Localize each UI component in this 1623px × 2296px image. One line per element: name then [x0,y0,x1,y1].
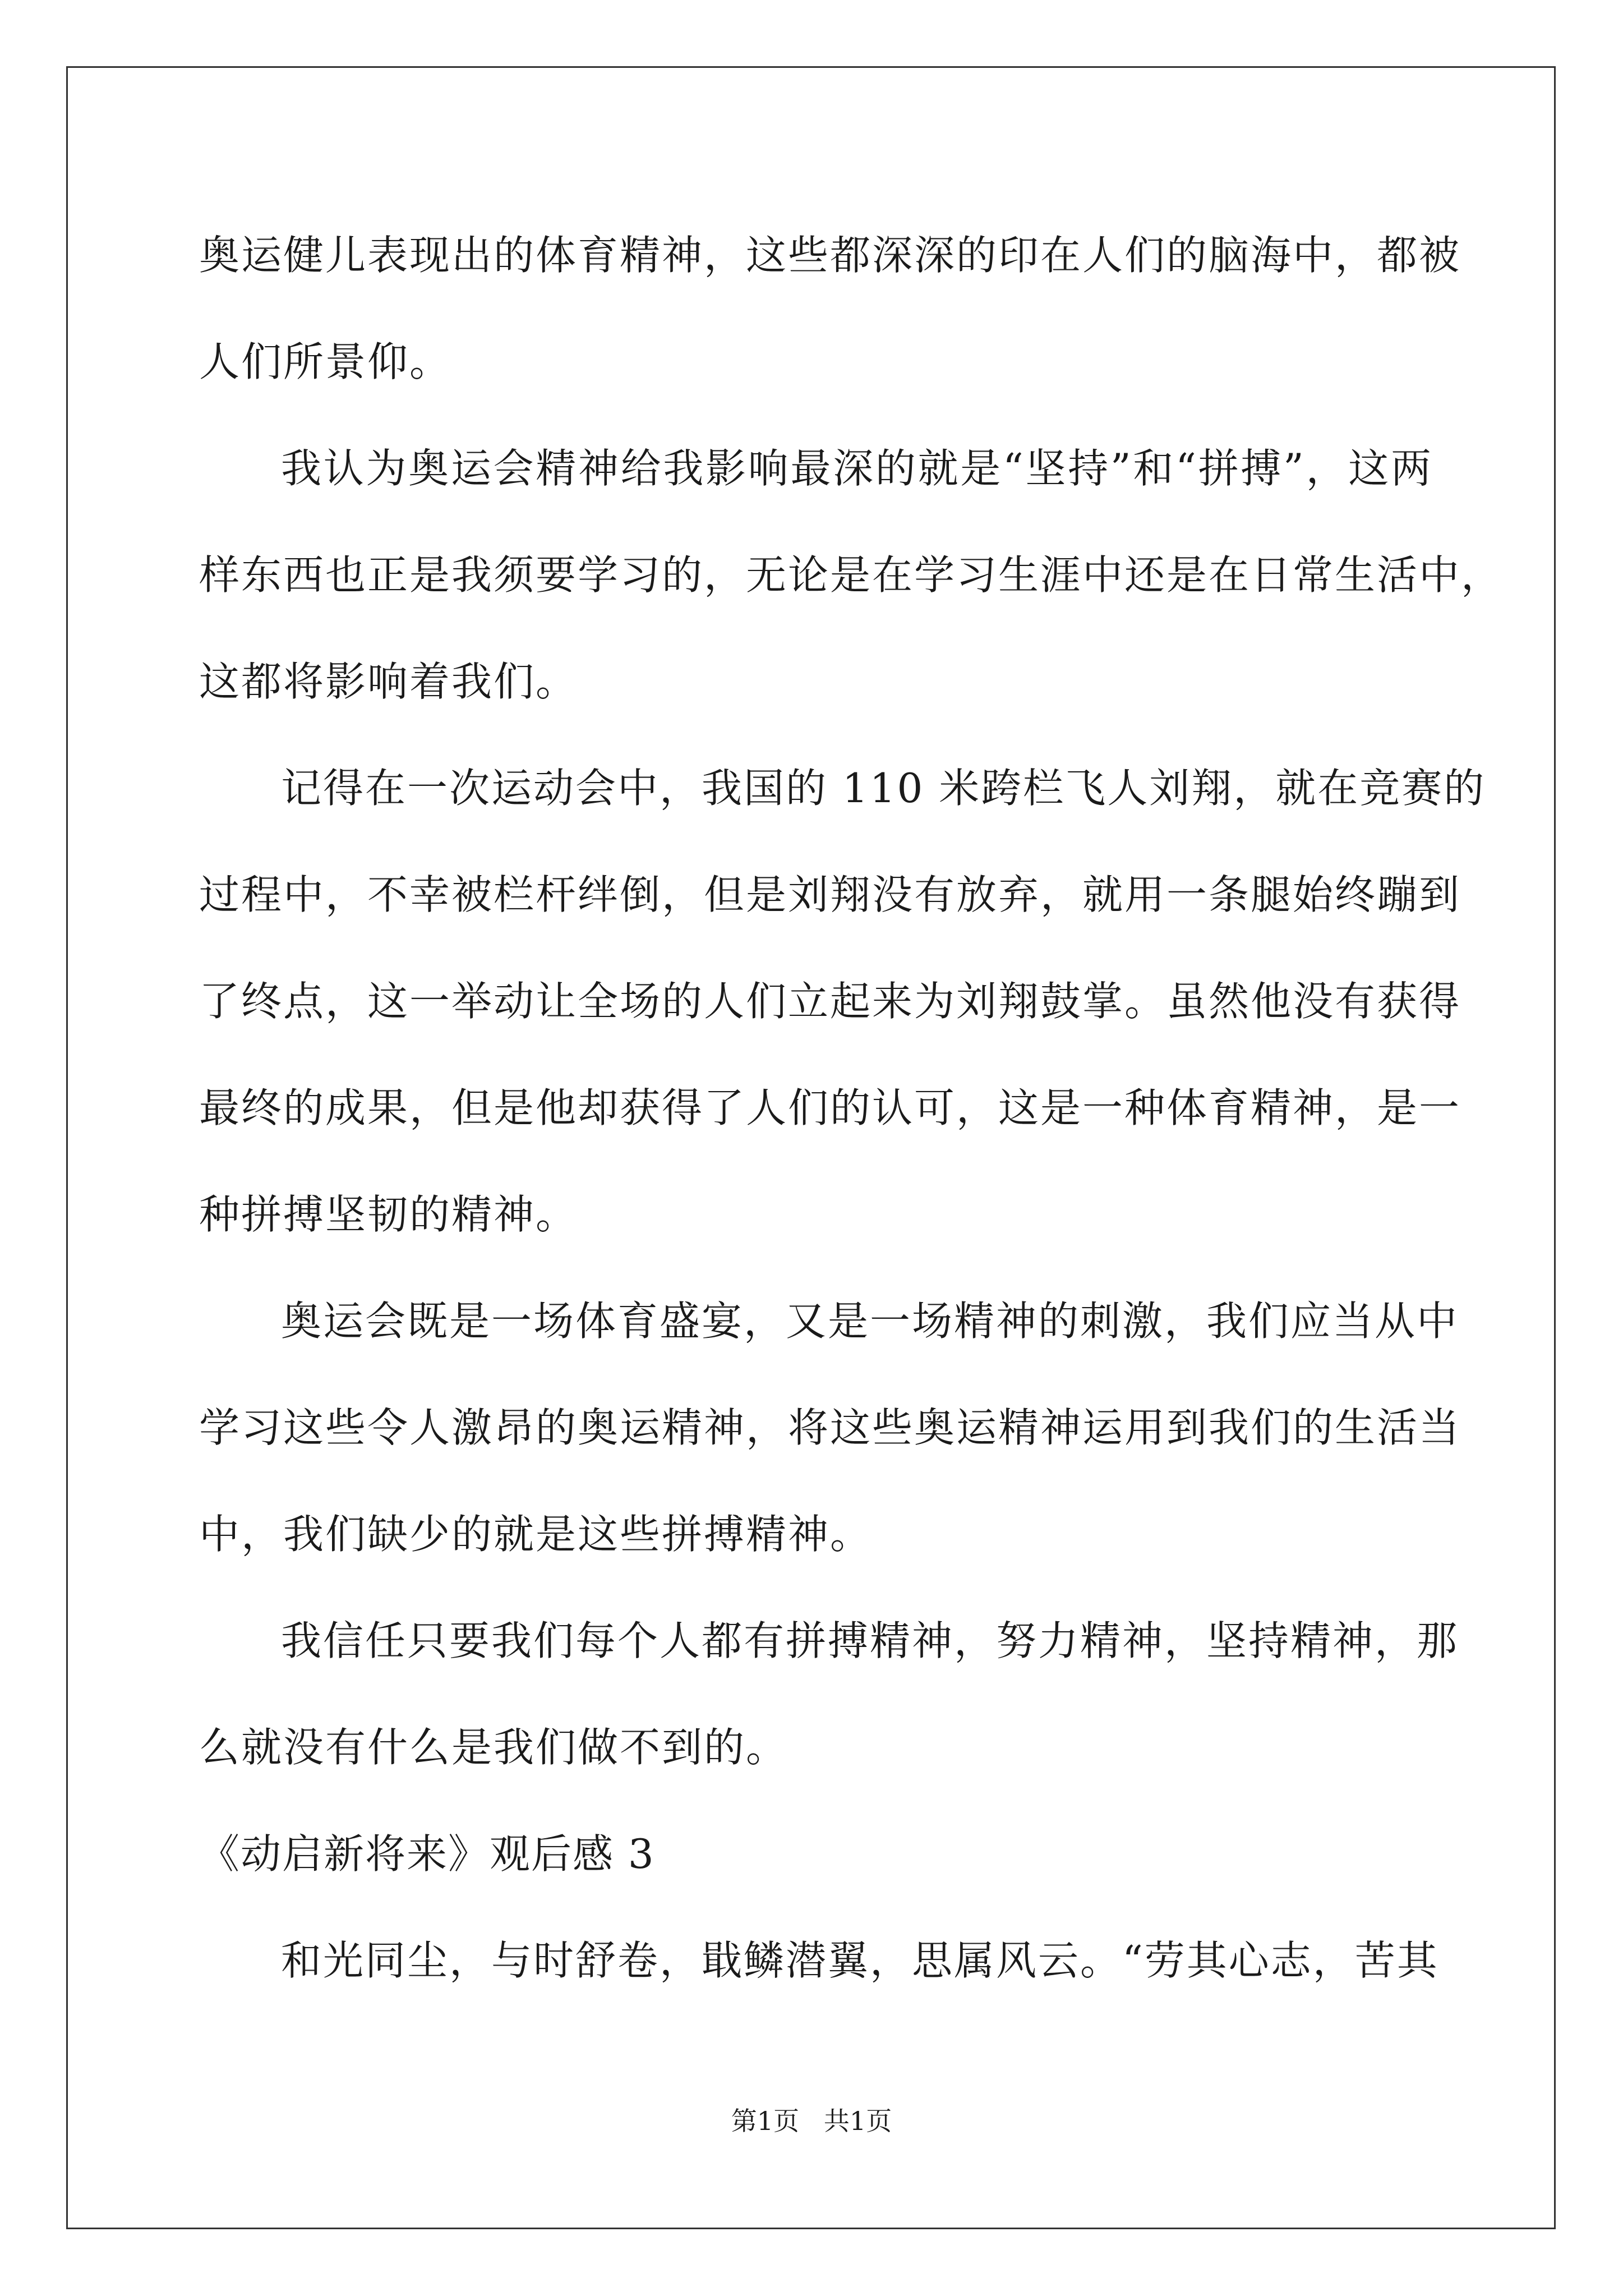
text-line: 人们所景仰。 [199,338,452,385]
paragraph-start-line: 记得在一次运动会中，我国的 110 米跨栏飞人刘翔，就在竞赛的 [281,765,1486,812]
page-footer: 第1页 共1页 [731,2106,892,2136]
text-line: 学习这些令人激昂的奥运精神，将这些奥运精神运用到我们的生活当 [199,1404,1461,1451]
paragraph-start-line: 奥运会既是一场体育盛宴，又是一场精神的刺激，我们应当从中 [281,1297,1459,1345]
text-line: 么就没有什么是我们做不到的。 [199,1724,789,1771]
paragraph-start-line: 和光同尘，与时舒卷，戢鳞潜翼，思属风云。“劳其心志，苦其 [281,1937,1439,1984]
text-line: 种拼搏坚韧的精神。 [199,1191,578,1238]
text-line: 样东西也正是我须要学习的，无论是在学习生涯中还是在日常生活中， [199,551,1504,599]
text-line: 过程中，不幸被栏杆绊倒，但是刘翔没有放弃，就用一条腿始终蹦到 [199,871,1461,918]
text-line: 这都将影响着我们。 [199,658,578,705]
paragraph-start-line: 我信任只要我们每个人都有拼搏精神，努力精神，坚持精神，那 [281,1617,1459,1664]
document-body [199,202,1504,2014]
text-line: 奥运健儿表现出的体育精神，这些都深深的印在人们的脑海中，都被 [199,232,1461,279]
section-heading: 《动启新将来》观后感 3 [199,1830,655,1878]
text-line: 最终的成果，但是他却获得了人们的认可，这是一种体育精神，是一 [199,1084,1461,1131]
text-line: 中，我们缺少的就是这些拼搏精神。 [199,1511,873,1558]
text-line: 了终点，这一举动让全场的人们立起来为刘翔鼓掌。虽然他没有获得 [199,978,1461,1025]
paragraph-start-line: 我认为奥运会精神给我影响最深的就是“坚持”和“拼搏”，这两 [281,445,1433,492]
